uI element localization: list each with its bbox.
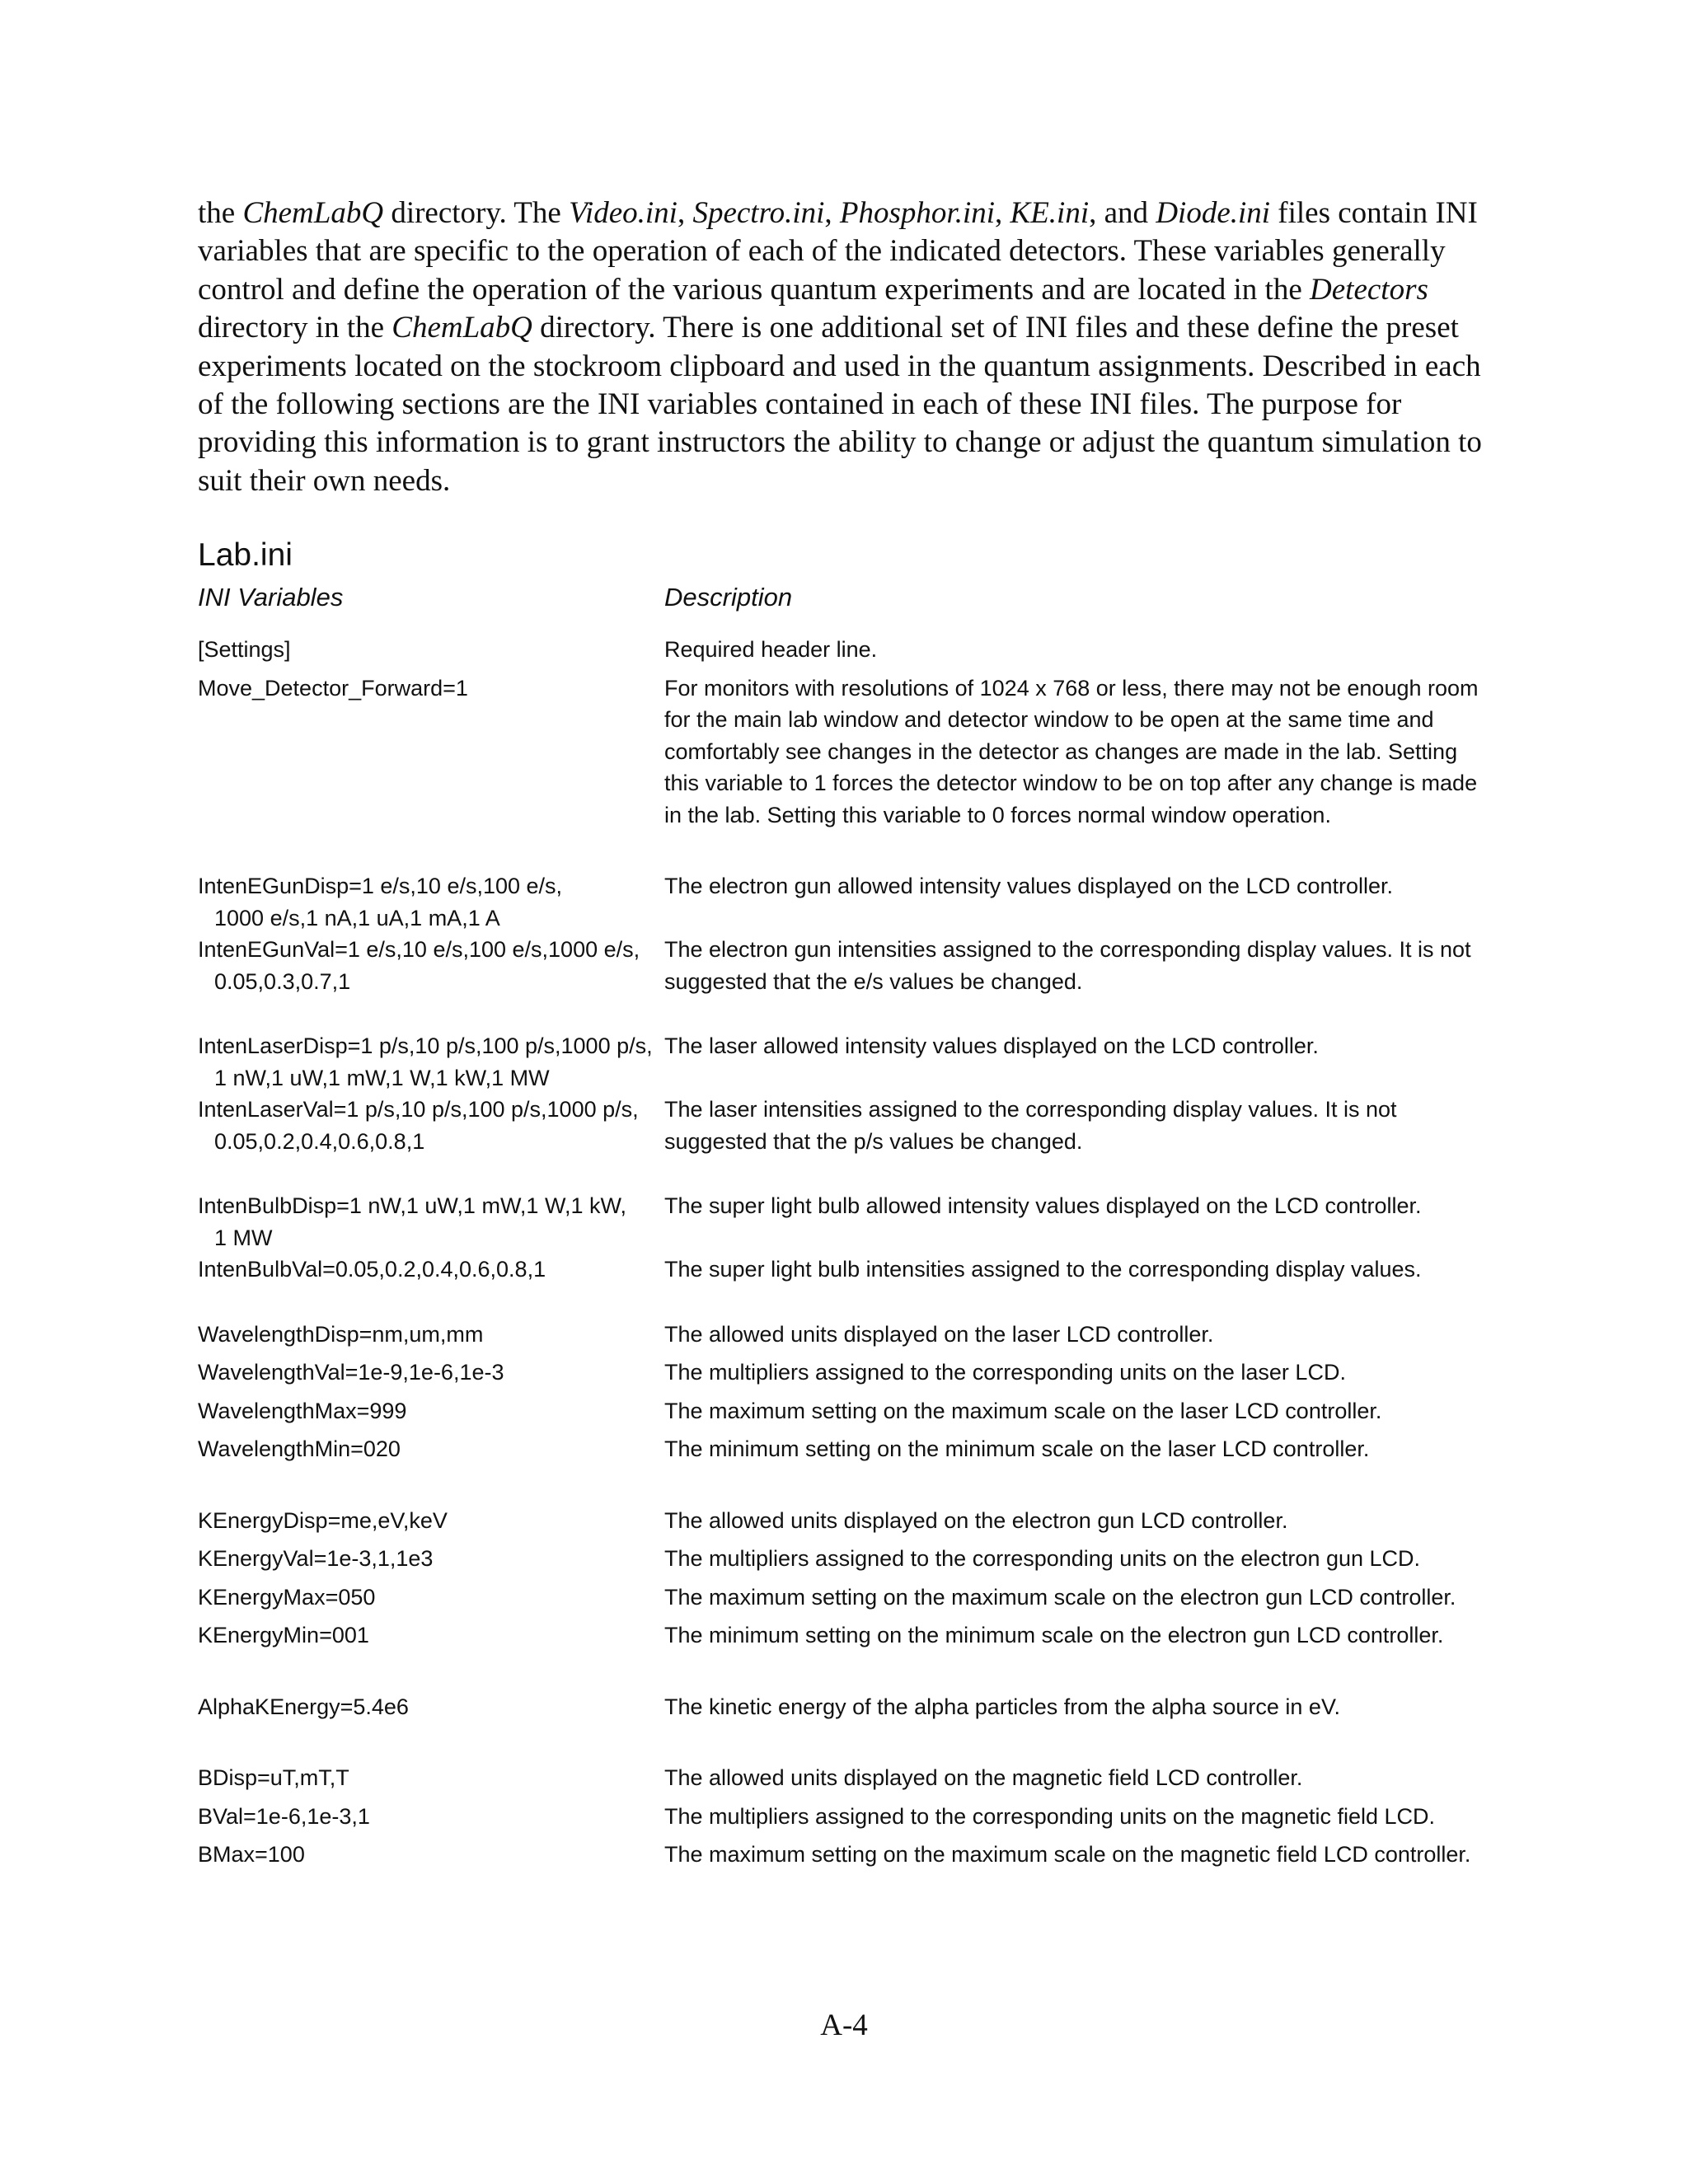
description-cell: The allowed units displayed on the laser LCD controller. [664, 1321, 1214, 1347]
intro-text: directory. The [383, 196, 570, 230]
variable-name: IntenLaserDisp=1 p/s,10 p/s,100 p/s,1000 p/s, [198, 1033, 653, 1059]
intro-emphasis: Detectors [1310, 272, 1428, 307]
variable-name: IntenBulbVal=0.05,0.2,0.4,0.6,0.8,1 [198, 1257, 546, 1282]
table-row [198, 1357, 1484, 1389]
variable-name: IntenEGunVal=1 e/s,10 e/s,100 e/s,1000 e/s, [198, 937, 640, 963]
row-spacer [198, 666, 1484, 673]
variable-cell [198, 934, 664, 997]
intro-text: , and [1089, 196, 1156, 230]
column-header-variables: INI Variables [198, 583, 344, 612]
description-cell: The electron gun intensities assigned to the corresponding display values. It is not suggested that the e/s values be changed. [664, 937, 1471, 994]
variable-cell [198, 1357, 664, 1389]
variable-cell [198, 1619, 664, 1652]
variable-cell [198, 1839, 664, 1871]
variable-name: KEnergyDisp=me,eV,keV [198, 1507, 448, 1533]
intro-text: , [677, 196, 693, 230]
table-row [198, 1505, 1484, 1537]
table-row [198, 870, 1484, 934]
variable-name: KEnergyMin=001 [198, 1623, 369, 1648]
row-spacer [198, 1465, 1484, 1505]
table-row [198, 1839, 1484, 1871]
table-row [198, 1691, 1484, 1723]
variable-name: WavelengthDisp=nm,um,mm [198, 1321, 484, 1347]
description-cell: The maximum setting on the maximum scale on the electron gun LCD controller. [664, 1584, 1456, 1610]
row-spacer [198, 1722, 1484, 1762]
table-row [198, 634, 1484, 666]
variable-name: WavelengthMin=020 [198, 1436, 401, 1462]
description-cell: The super light bulb intensities assigned to the corresponding display values. [664, 1257, 1422, 1282]
variable-name: BVal=1e-6,1e-3,1 [198, 1803, 370, 1829]
description-cell: The minimum setting on the minimum scale on the laser LCD controller. [664, 1436, 1370, 1462]
column-header-description: Description [664, 583, 793, 612]
table-row [198, 1030, 1484, 1094]
variable-cell [198, 1319, 664, 1351]
row-spacer [198, 1832, 1484, 1839]
intro-emphasis: Diode.ini [1156, 196, 1271, 230]
description-cell: The multipliers assigned to the corresponding units on the laser LCD. [664, 1360, 1346, 1385]
variable-cell [198, 1190, 664, 1254]
variable-cell [198, 870, 664, 934]
description-cell: The laser allowed intensity values displayed on the LCD controller. [664, 1033, 1319, 1059]
intro-text: , [824, 196, 840, 230]
intro-emphasis: ChemLabQ [242, 196, 384, 230]
description-cell: The allowed units displayed on the magnetic field LCD controller. [664, 1765, 1303, 1791]
variable-cell [198, 1254, 664, 1286]
table-row [198, 1395, 1484, 1427]
intro-emphasis: KE.ini [1010, 196, 1090, 230]
row-spacer [198, 1389, 1484, 1395]
variable-continuation: 1 nW,1 uW,1 mW,1 W,1 kW,1 MW [214, 1065, 550, 1090]
description-cell: For monitors with resolutions of 1024 x 768 or less, there may not be enough room for the main lab window and detector window to be open at the same time and comfortably see changes in the detector as changes are made in the lab. Setting this variable to 1 forces the detector window to be on top after any change is made in the lab. Setting this variable to 0 forces normal window operation. [664, 675, 1479, 827]
table-row [198, 1190, 1484, 1254]
row-spacer [198, 1794, 1484, 1801]
variable-name: [Settings] [198, 637, 291, 663]
variables-table [198, 634, 1484, 1871]
variable-name: KEnergyMax=050 [198, 1584, 376, 1610]
variable-cell [198, 634, 664, 666]
table-row [198, 1619, 1484, 1652]
variable-cell [198, 1762, 664, 1794]
table-row [198, 934, 1484, 997]
description-cell: The minimum setting on the minimum scale on the electron gun LCD controller. [664, 1623, 1444, 1648]
table-row [198, 1543, 1484, 1575]
intro-emphasis: ChemLabQ [392, 311, 532, 345]
variable-name: KEnergyVal=1e-3,1,1e3 [198, 1546, 434, 1572]
variable-cell [198, 1801, 664, 1833]
description-cell: Required header line. [664, 637, 878, 663]
variable-name: IntenBulbDisp=1 nW,1 uW,1 mW,1 W,1 kW, [198, 1193, 626, 1219]
column-headers [198, 578, 1484, 617]
variable-cell [198, 1030, 664, 1094]
description-cell: The super light bulb allowed intensity values displayed on the LCD controller. [664, 1193, 1422, 1219]
description-cell: The maximum setting on the maximum scale on the magnetic field LCD controller. [664, 1842, 1471, 1868]
variable-continuation: 0.05,0.3,0.7,1 [214, 968, 351, 994]
description-cell: The allowed units displayed on the electron gun LCD controller. [664, 1507, 1288, 1533]
intro-emphasis: Video.ini [569, 196, 678, 230]
variable-cell [198, 1582, 664, 1614]
table-row [198, 1801, 1484, 1833]
row-spacer [198, 1613, 1484, 1619]
intro-text: files contain INI variables that are specific to the operation of each of the indicated detectors. These variables generally control and define the operation of the various quantum experiments and are located in the [198, 196, 1478, 307]
intro-emphasis: Phosphor.ini [839, 196, 996, 230]
intro-text: , [995, 196, 1010, 230]
variable-name: WavelengthVal=1e-9,1e-6,1e-3 [198, 1360, 504, 1385]
variable-name: IntenEGunDisp=1 e/s,10 e/s,100 e/s, [198, 874, 563, 899]
intro-text: directory. There is one additional set of INI files and these define the preset experiments located on the stockroom clipboard and used in the quantum assignments. Described in each of the following sections are the INI variables contained in each of these INI files. The purpose for providing this information is to grant instructors the ability to change or adjust the quantum simulation to suit their own needs. [198, 311, 1482, 498]
row-spacer [198, 1157, 1484, 1190]
table-row [198, 1319, 1484, 1351]
document-page [198, 194, 1484, 1871]
variable-cell [198, 1094, 664, 1157]
variable-name: WavelengthMax=999 [198, 1398, 407, 1423]
variable-name: IntenLaserVal=1 p/s,10 p/s,100 p/s,1000 p/s, [198, 1097, 639, 1122]
table-row [198, 1582, 1484, 1614]
description-cell: The multipliers assigned to the corresponding units on the electron gun LCD. [664, 1546, 1421, 1572]
row-spacer [198, 1652, 1484, 1691]
table-row [198, 673, 1484, 832]
intro-emphasis: Spectro.ini [692, 196, 825, 230]
description-cell: The laser intensities assigned to the corresponding display values. It is not suggested that the p/s values be changed. [664, 1097, 1397, 1154]
variable-cell [198, 1505, 664, 1537]
variable-name: BMax=100 [198, 1842, 305, 1868]
intro-text: the [198, 196, 243, 230]
variable-cell [198, 1691, 664, 1723]
page-number: A-4 [820, 2008, 868, 2042]
row-spacer [198, 831, 1484, 870]
table-row [198, 1094, 1484, 1157]
variable-continuation: 1 MW [214, 1225, 273, 1250]
description-cell: The multipliers assigned to the corresponding units on the magnetic field LCD. [664, 1803, 1436, 1829]
description-cell: The kinetic energy of the alpha particles from the alpha source in eV. [664, 1694, 1340, 1719]
intro-text: directory in the [198, 311, 392, 345]
table-row [198, 1254, 1484, 1286]
row-spacer [198, 1575, 1484, 1582]
description-cell: The electron gun allowed intensity values displayed on the LCD controller. [664, 874, 1394, 899]
row-spacer [198, 1350, 1484, 1357]
variable-cell [198, 1433, 664, 1465]
row-spacer [198, 1427, 1484, 1433]
section-title: Lab.ini [198, 537, 293, 574]
table-row [198, 1433, 1484, 1465]
variable-continuation: 1000 e/s,1 nA,1 uA,1 mA,1 A [214, 905, 500, 930]
variable-cell [198, 1543, 664, 1575]
table-row [198, 1762, 1484, 1794]
variable-cell [198, 673, 664, 832]
intro-paragraph [198, 194, 1484, 500]
variable-continuation: 0.05,0.2,0.4,0.6,0.8,1 [214, 1128, 425, 1154]
description-cell: The maximum setting on the maximum scale on the laser LCD controller. [664, 1398, 1382, 1423]
variable-name: Move_Detector_Forward=1 [198, 675, 468, 701]
variable-name: BDisp=uT,mT,T [198, 1765, 349, 1791]
row-spacer [198, 1286, 1484, 1319]
variable-cell [198, 1395, 664, 1427]
row-spacer [198, 1536, 1484, 1543]
variable-name: AlphaKEnergy=5.4e6 [198, 1694, 409, 1719]
row-spacer [198, 997, 1484, 1030]
